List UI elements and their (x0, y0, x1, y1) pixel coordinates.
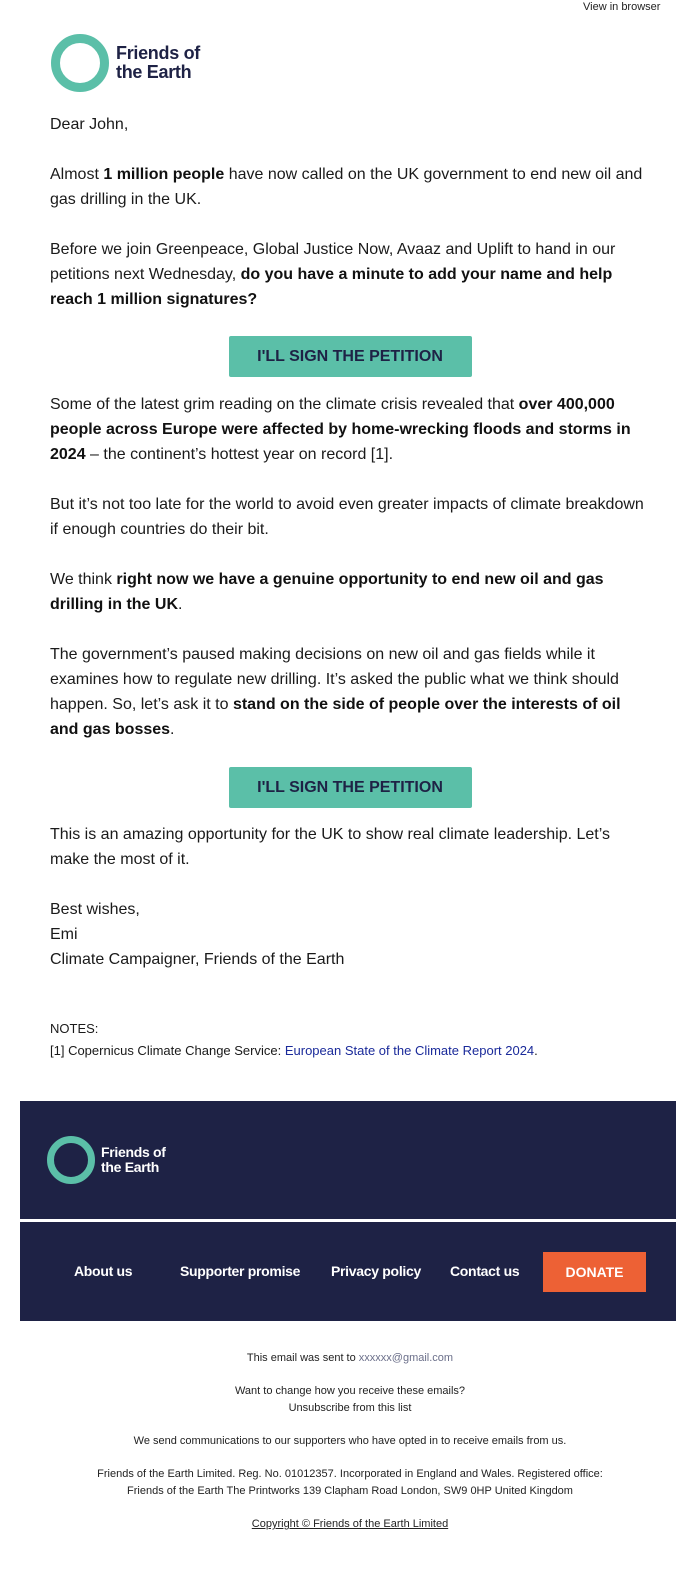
sent-to-line: This email was sent to xxxxxx@gmail.com (246, 1352, 454, 1364)
signer-name: Emi (50, 926, 78, 943)
earth-ring-icon (47, 1136, 95, 1184)
contact-us-link[interactable]: Contact us (450, 1263, 520, 1279)
earth-ring-icon (51, 34, 109, 92)
paragraph-not-too-late: But it’s not too late for the world to avoid even greater impacts of climate breakdown if enough countries do their bit. (50, 496, 644, 538)
greeting: Dear John, (50, 116, 129, 133)
consent-text: We send communications to our supporters who have opted in to receive emails from us. (133, 1435, 567, 1447)
notes-reference: [1] Copernicus Climate Change Service: European State of the Climate Report 2024. (50, 1043, 538, 1058)
about-us-link[interactable]: About us (74, 1263, 133, 1279)
paragraph-floods: Some of the latest grim reading on the climate crisis revealed that over 400,000 people across Europe were affected by home-wrecking floods and storms in 2024 – the continent’s hottest year on record [1]. (50, 396, 631, 463)
donate-button[interactable]: DONATE (543, 1252, 646, 1292)
legal-footer (0, 1350, 700, 1533)
signer-title: Climate Campaigner, Friends of the Earth (50, 951, 345, 968)
brand-wordmark: Friends of the Earth (116, 43, 201, 82)
sign-petition-button-2[interactable]: I'LL SIGN THE PETITION (229, 767, 472, 808)
signoff: Best wishes, (50, 901, 140, 918)
email-body (50, 112, 650, 972)
sign-petition-button[interactable]: I'LL SIGN THE PETITION (229, 336, 472, 377)
footer-brand-banner (20, 1101, 676, 1219)
paragraph-leadership: This is an amazing opportunity for the UK to show real climate leadership. Let’s make the most of it. (50, 826, 610, 868)
notes-section (50, 1018, 538, 1062)
change-preferences-text: Want to change how you receive these emails? (234, 1385, 466, 1397)
unsubscribe-link[interactable]: Unsubscribe from this list (288, 1402, 412, 1414)
paragraph-intro: Almost 1 million people have now called on the UK government to end new oil and gas drilling in the UK. (50, 166, 643, 208)
paragraph-government: The government’s paused making decisions on new oil and gas fields while it examines how to regulate new drilling. It’s asked the public what we think should happen. So, let’s ask it to stand on the side of people over the interests of oil and gas bosses. (50, 646, 621, 738)
supporter-promise-link[interactable]: Supporter promise (180, 1263, 301, 1279)
recipient-email[interactable]: xxxxxx@gmail.com (358, 1352, 454, 1364)
footer-nav (20, 1222, 676, 1321)
notes-heading: NOTES: (50, 1021, 99, 1036)
brand-logo[interactable] (51, 34, 200, 92)
company-info-line-2: Friends of the Earth The Printworks 139 Clapham Road London, SW9 0HP United Kingdom (127, 1485, 573, 1497)
paragraph-opportunity: We think right now we have a genuine opportunity to end new oil and gas drilling in the UK. (50, 571, 604, 613)
copyright-link[interactable]: Copyright © Friends of the Earth Limited (251, 1518, 449, 1530)
climate-report-link[interactable]: European State of the Climate Report 2024 (284, 1043, 535, 1058)
paragraph-ask: Before we join Greenpeace, Global Justice Now, Avaaz and Uplift to hand in our petitions next Wednesday, do you have a minute to add your name and help reach 1 million signatures? (50, 241, 616, 308)
footer-wordmark: Friends of the Earth (101, 1144, 166, 1175)
privacy-policy-link[interactable]: Privacy policy (331, 1263, 421, 1279)
footer-logo[interactable] (47, 1136, 166, 1184)
view-in-browser-link[interactable]: View in browser (583, 1, 661, 13)
company-info-line-1: Friends of the Earth Limited. Reg. No. 01012357. Incorporated in England and Wales. Registered office: (97, 1468, 603, 1480)
